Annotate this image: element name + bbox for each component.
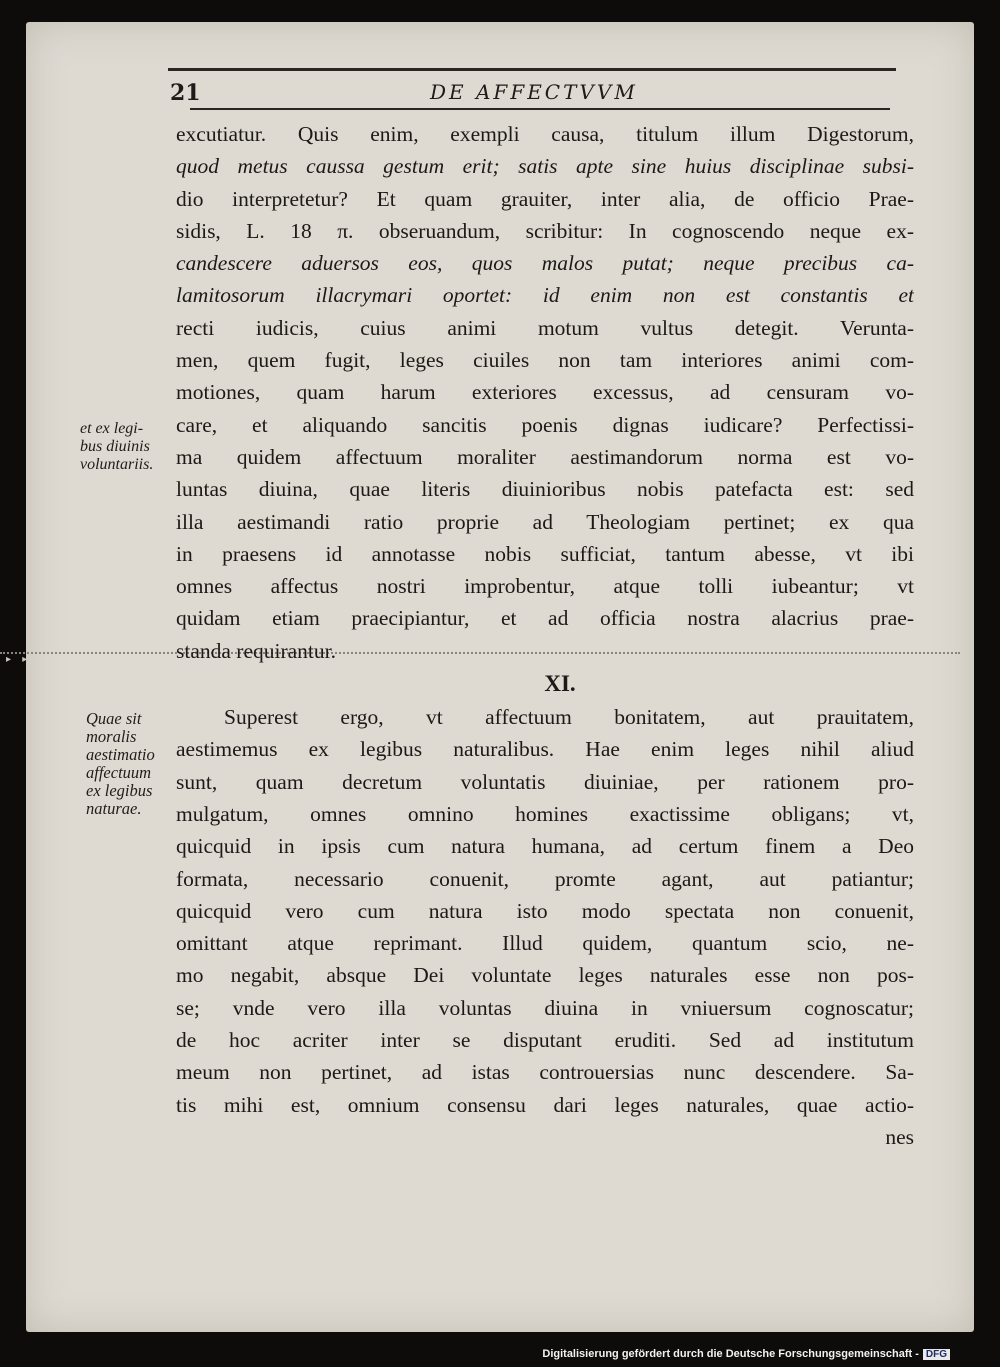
text-line: candescere aduersos eos, quos malos putat; neque precibus ca-	[176, 251, 914, 276]
text-line: aestimemus ex legibus naturalibus. Hae enim leges nihil aliud	[176, 737, 914, 762]
text-line: in praesens id annotasse nobis sufficiat, tantum abesse, vt ibi	[176, 541, 914, 566]
text-line: quidam etiam praecipiantur, et ad officia nostra alacrius prae-	[176, 606, 914, 631]
body-text	[176, 118, 914, 1153]
paragraph-2	[176, 701, 914, 1153]
text-line: men, quem fugit, leges ciuiles non tam interiores animi com-	[176, 348, 914, 373]
text-line: omittant atque reprimant. Illud quidem, quantum scio, ne-	[176, 931, 914, 956]
dfg-logo: DFG	[923, 1349, 950, 1360]
text-line: Superest ergo, vt affectuum bonitatem, aut prauitatem,	[224, 705, 914, 730]
margin-note-natural-laws	[86, 710, 186, 818]
text-line: ma quidem affectuum moraliter aestimandorum norma est vo-	[176, 444, 914, 469]
text-line: luntas diuina, quae literis diuinioribus nobis patefacta est: sed	[176, 477, 914, 502]
text-line: recti iudicis, cuius animi motum vultus detegit. Verunta-	[176, 315, 914, 340]
text-line: motiones, quam harum exteriores excessus, ad censuram vo-	[176, 380, 914, 405]
text-line: se; vnde vero illa voluntas diuina in vniuersum cognoscatur;	[176, 995, 914, 1020]
text-line: sunt, quam decretum voluntatis diuiniae, per rationem pro-	[176, 769, 914, 794]
header-rule-bottom	[190, 108, 890, 110]
margin-note-text: et ex legi- bus diuinis voluntariis.	[80, 420, 154, 473]
text-line: de hoc acriter inter se disputant eruditi. Sed ad institutum	[176, 1028, 914, 1053]
text-line: tis mihi est, omnium consensu dari leges naturales, quae actio-	[176, 1092, 914, 1117]
margin-note-divine-laws	[80, 420, 190, 474]
paragraph-1	[176, 118, 914, 667]
text-line: sidis, L. 18 π. obseruandum, scribitur: In cognoscendo neque ex-	[176, 218, 914, 243]
text-line: standa requirantur.	[176, 638, 337, 663]
text-line: quicquid vero cum natura isto modo spectata non conuenit,	[176, 898, 914, 923]
header-rule-top	[168, 68, 896, 71]
text-line: dio interpretetur? Et quam grauiter, inter alia, de officio Prae-	[176, 186, 914, 211]
text-line: care, et aliquando sancitis poenis dignas iudicare? Perfectissi-	[176, 412, 914, 437]
text-line: mo negabit, absque Dei voluntate leges naturales esse non pos-	[176, 963, 914, 988]
footer-text: Digitalisierung gefördert durch die Deutsche Forschungsgemeinschaft -	[542, 1348, 919, 1360]
scan-marker: ▸ ▸	[6, 654, 32, 665]
digitization-credit	[542, 1348, 950, 1360]
text-line: formata, necessario conuenit, promte agant, aut patiantur;	[176, 866, 914, 891]
section-heading: XI.	[544, 671, 576, 697]
text-line: omnes affectus nostri improbentur, atque tolli iubeantur; vt	[176, 574, 914, 599]
text-line: mulgatum, omnes omnino homines exactissime obligans; vt,	[176, 801, 914, 826]
text-line: excutiatur. Quis enim, exempli causa, titulum illum Digestorum,	[176, 122, 914, 146]
text-line: meum non pertinet, ad istas controuersias nunc descendere. Sa-	[176, 1060, 914, 1085]
text-line: quicquid in ipsis cum natura humana, ad certum finem a Deo	[176, 834, 914, 859]
margin-note-text: Quae sit moralis aestimatio affectuum ex legibus naturae.	[86, 709, 155, 818]
page-number: 21	[170, 80, 201, 106]
text-line: quod metus caussa gestum erit; satis apte sine huius disciplinae subsi-	[176, 154, 914, 179]
text-line: lamitosorum illacrymari oportet: id enim non est constantis et	[176, 283, 914, 308]
catchword: nes	[885, 1124, 914, 1149]
running-head: DE AFFECTVVM	[430, 80, 638, 104]
text-line: illa aestimandi ratio proprie ad Theologiam pertinet; ex qua	[176, 509, 914, 534]
